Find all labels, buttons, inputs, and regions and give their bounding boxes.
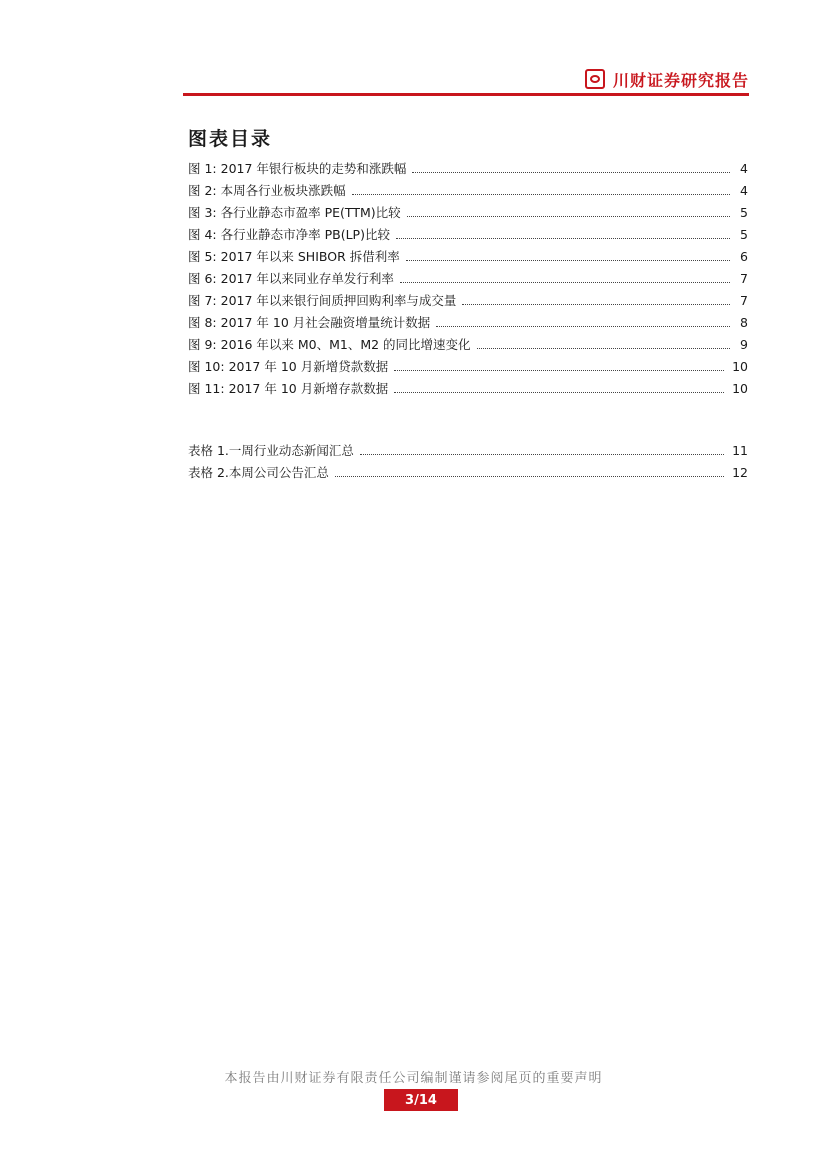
dot-leader bbox=[436, 326, 730, 327]
toc-title: 图表目录 bbox=[188, 128, 273, 150]
toc-entry-label: 图 5: 2017 年以来 SHIBOR 拆借利率 bbox=[188, 249, 400, 264]
header-brand bbox=[585, 66, 749, 92]
toc-entry-page: 10 bbox=[732, 359, 748, 374]
dot-leader bbox=[396, 238, 730, 239]
toc-entry[interactable] bbox=[188, 224, 748, 246]
toc-entry[interactable] bbox=[188, 158, 748, 180]
dot-leader bbox=[407, 216, 730, 217]
toc-entry[interactable] bbox=[188, 202, 748, 224]
dot-leader bbox=[360, 454, 724, 455]
toc-entry-label: 图 10: 2017 年 10 月新增贷款数据 bbox=[188, 359, 389, 374]
figure-list bbox=[188, 158, 748, 400]
toc-entry[interactable] bbox=[188, 180, 748, 202]
toc-entry-label: 图 3: 各行业静态市盈率 PE(TTM)比较 bbox=[188, 205, 401, 220]
dot-leader bbox=[394, 370, 724, 371]
toc-entry-page: 6 bbox=[740, 249, 748, 264]
toc-entry-page: 5 bbox=[740, 227, 748, 242]
toc-entry[interactable] bbox=[188, 462, 748, 484]
toc-entry-label: 图 6: 2017 年以来同业存单发行利率 bbox=[188, 271, 394, 286]
toc-entry-label: 图 8: 2017 年 10 月社会融资增量统计数据 bbox=[188, 315, 431, 330]
toc-entry-label: 表格 2.本周公司公告汇总 bbox=[188, 465, 329, 480]
toc-entry[interactable] bbox=[188, 334, 748, 356]
toc-entry[interactable] bbox=[188, 378, 748, 400]
toc-entry-label: 图 9: 2016 年以来 M0、M1、M2 的同比增速变化 bbox=[188, 337, 471, 352]
header-divider bbox=[183, 93, 749, 96]
toc-entry-label: 图 2: 本周各行业板块涨跌幅 bbox=[188, 183, 346, 198]
toc-entry-page: 10 bbox=[732, 381, 748, 396]
toc-entry[interactable] bbox=[188, 290, 748, 312]
toc-entry-page: 12 bbox=[732, 465, 748, 480]
dot-leader bbox=[400, 282, 730, 283]
chuancai-logo-icon bbox=[585, 69, 605, 89]
toc-entry-label: 图 7: 2017 年以来银行间质押回购利率与成交量 bbox=[188, 293, 457, 308]
toc-entry[interactable] bbox=[188, 268, 748, 290]
toc-entry-page: 7 bbox=[740, 293, 748, 308]
toc-entry[interactable] bbox=[188, 440, 748, 462]
table-list bbox=[188, 440, 748, 484]
footer-disclaimer: 本报告由川财证券有限责任公司编制谨请参阅尾页的重要声明 bbox=[224, 1071, 603, 1086]
dot-leader bbox=[462, 304, 730, 305]
toc-entry-page: 4 bbox=[740, 183, 748, 198]
toc-entry-label: 表格 1.一周行业动态新闻汇总 bbox=[188, 443, 354, 458]
dot-leader bbox=[477, 348, 730, 349]
toc-entry-label: 图 11: 2017 年 10 月新增存款数据 bbox=[188, 381, 389, 396]
dot-leader bbox=[412, 172, 730, 173]
toc-entry-label: 图 4: 各行业静态市净率 PB(LP)比较 bbox=[188, 227, 390, 242]
toc-entry-page: 9 bbox=[740, 337, 748, 352]
toc-entry-label: 图 1: 2017 年银行板块的走势和涨跌幅 bbox=[188, 161, 407, 176]
dot-leader bbox=[394, 392, 724, 393]
toc-entry[interactable] bbox=[188, 356, 748, 378]
toc-entry-page: 8 bbox=[740, 315, 748, 330]
toc-entry[interactable] bbox=[188, 246, 748, 268]
toc-entry[interactable] bbox=[188, 312, 748, 334]
toc-entry-page: 11 bbox=[732, 443, 748, 458]
page-indicator: 3/14 bbox=[384, 1089, 458, 1111]
dot-leader bbox=[335, 476, 724, 477]
dot-leader bbox=[352, 194, 730, 195]
dot-leader bbox=[406, 260, 730, 261]
toc-entry-page: 4 bbox=[740, 161, 748, 176]
brand-name: 川财证券研究报告 bbox=[612, 70, 749, 90]
toc-entry-page: 5 bbox=[740, 205, 748, 220]
toc-entry-page: 7 bbox=[740, 271, 748, 286]
